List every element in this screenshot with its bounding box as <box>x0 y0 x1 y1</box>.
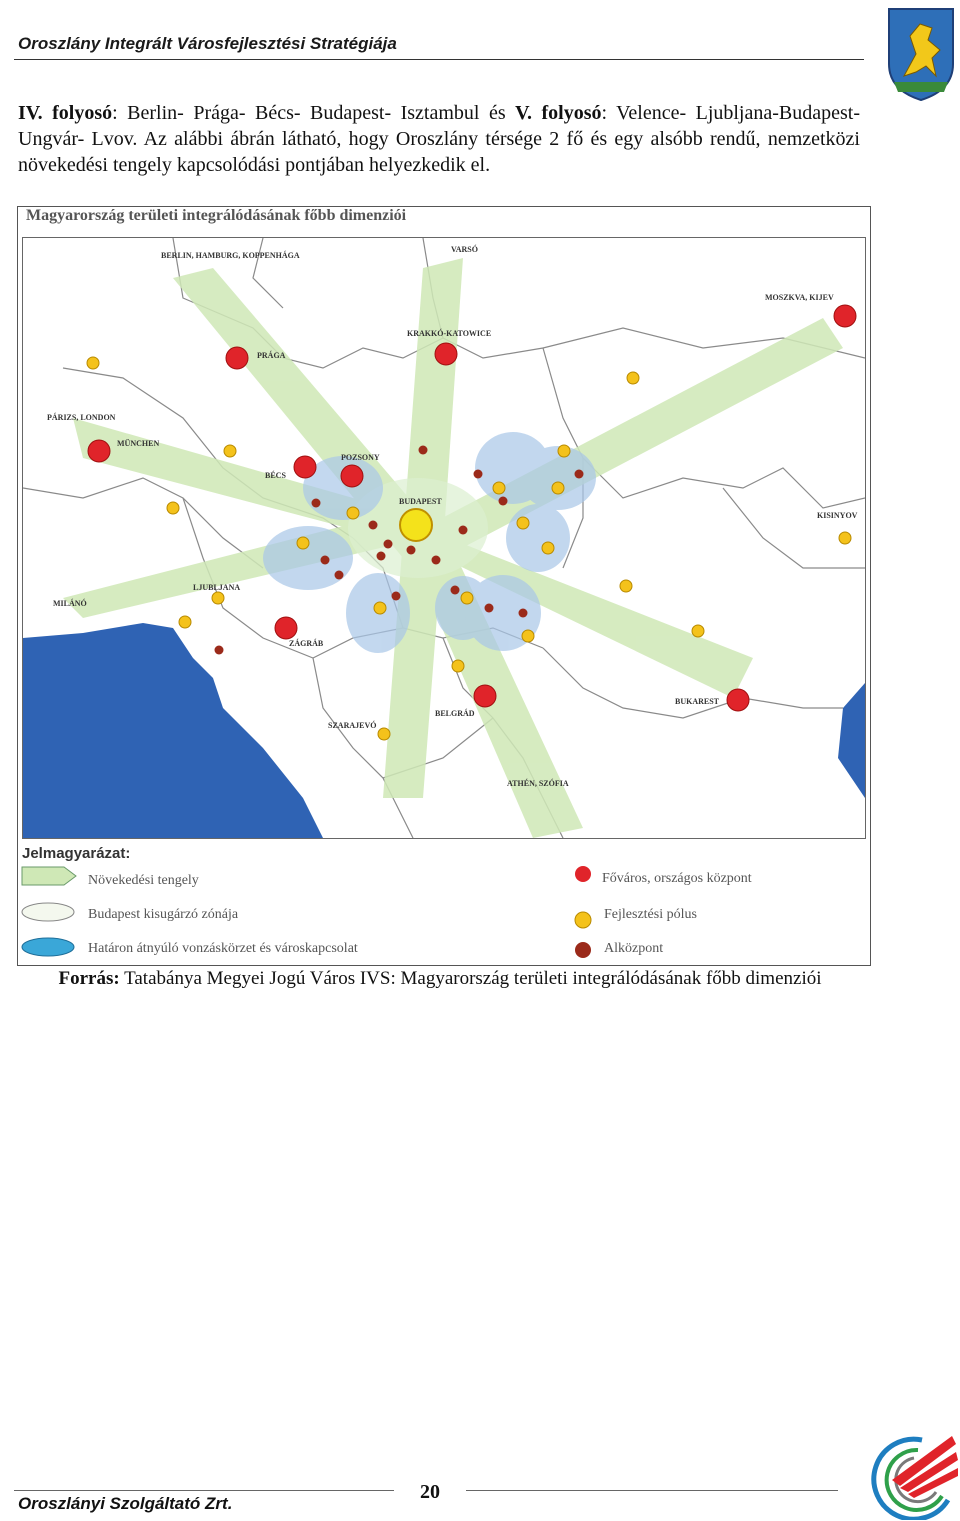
label-praga: PRÁGA <box>257 351 286 360</box>
legend-subcentre: Alközpont <box>604 941 664 956</box>
map-figure <box>17 206 871 966</box>
footer-rule-right <box>466 1490 838 1491</box>
figure-caption: Forrás: Tatabánya Megyei Jogú Város IVS: Magyarország területi integrálódásának főbb dimenziói <box>58 968 822 989</box>
label-kisinyov: KISINYOV <box>817 511 858 520</box>
footer-rule-left <box>14 1490 394 1491</box>
figure-title: Magyarország területi integrálódásának főbb dimenziói <box>26 207 407 224</box>
legend-capital: Főváros, országos központ <box>602 871 752 886</box>
label-becs: BÉCS <box>265 471 286 480</box>
label-ljubljana: LJUBLJANA <box>193 583 241 592</box>
label-athen: ATHÉN, SZÓFIA <box>507 779 569 788</box>
capital-dot-icon <box>574 865 592 883</box>
label-belgrad: BELGRÁD <box>435 709 475 718</box>
label-pozsony: POZSONY <box>341 453 380 462</box>
pole-dot-icon <box>574 911 592 929</box>
legend-crossborder: Határon átnyúló vonzáskörzet és városkapcsolat <box>88 941 358 956</box>
label-bukarest: BUKAREST <box>675 697 720 706</box>
label-budapest: BUDAPEST <box>399 497 442 506</box>
label-milano: MILÁNÓ <box>53 599 87 608</box>
company-logo-icon <box>852 1430 960 1520</box>
budapest-marker <box>400 509 432 541</box>
subcentre-dot-icon <box>574 941 592 959</box>
label-moszkva: MOSZKVA, KIJEV <box>765 293 834 302</box>
legend-zone: Budapest kisugárzó zónája <box>88 907 239 922</box>
footer-company: Oroszlányi Szolgáltató Zrt. <box>18 1494 233 1513</box>
intro-paragraph: IV. folyosó: Berlin- Prága- Bécs- Budapest- Isztambul és V. folyosó: Velence- Ljubljana-Budapest- Ungvár- Lvov. Az alábbi ábrán látható, hogy Oroszlány térsége 2 fő és egy alsóbb rendű, nemzetközi növekedési tengely kapcsolódási pontjában helyezkedik el. <box>18 102 860 176</box>
header-title: Oroszlány Integrált Városfejlesztési Stratégiája <box>18 34 397 53</box>
zone-swatch-icon <box>20 901 76 923</box>
label-zagrab: ZÁGRÁB <box>289 639 324 648</box>
label-parizs: PÁRIZS, LONDON <box>47 413 116 422</box>
legend-pole: Fejlesztési pólus <box>604 907 697 922</box>
label-munchen: MÜNCHEN <box>117 439 160 448</box>
label-krakko: KRAKKÓ-KATOWICE <box>407 329 492 338</box>
header-rule <box>14 59 864 60</box>
label-berlin: BERLIN, HAMBURG, KOPPENHÁGA <box>161 251 300 260</box>
map-area <box>22 237 866 839</box>
legend-title: Jelmagyarázat: <box>22 845 131 862</box>
label-szarajevo: SZARAJEVÓ <box>328 721 377 730</box>
label-varso: VARSÓ <box>451 245 478 254</box>
legend-axis: Növekedési tengely <box>88 873 199 888</box>
axis-swatch-icon <box>20 865 78 887</box>
coat-of-arms-icon <box>886 6 956 102</box>
page-number: 20 <box>420 1481 440 1503</box>
crossborder-swatch-icon <box>20 936 76 958</box>
